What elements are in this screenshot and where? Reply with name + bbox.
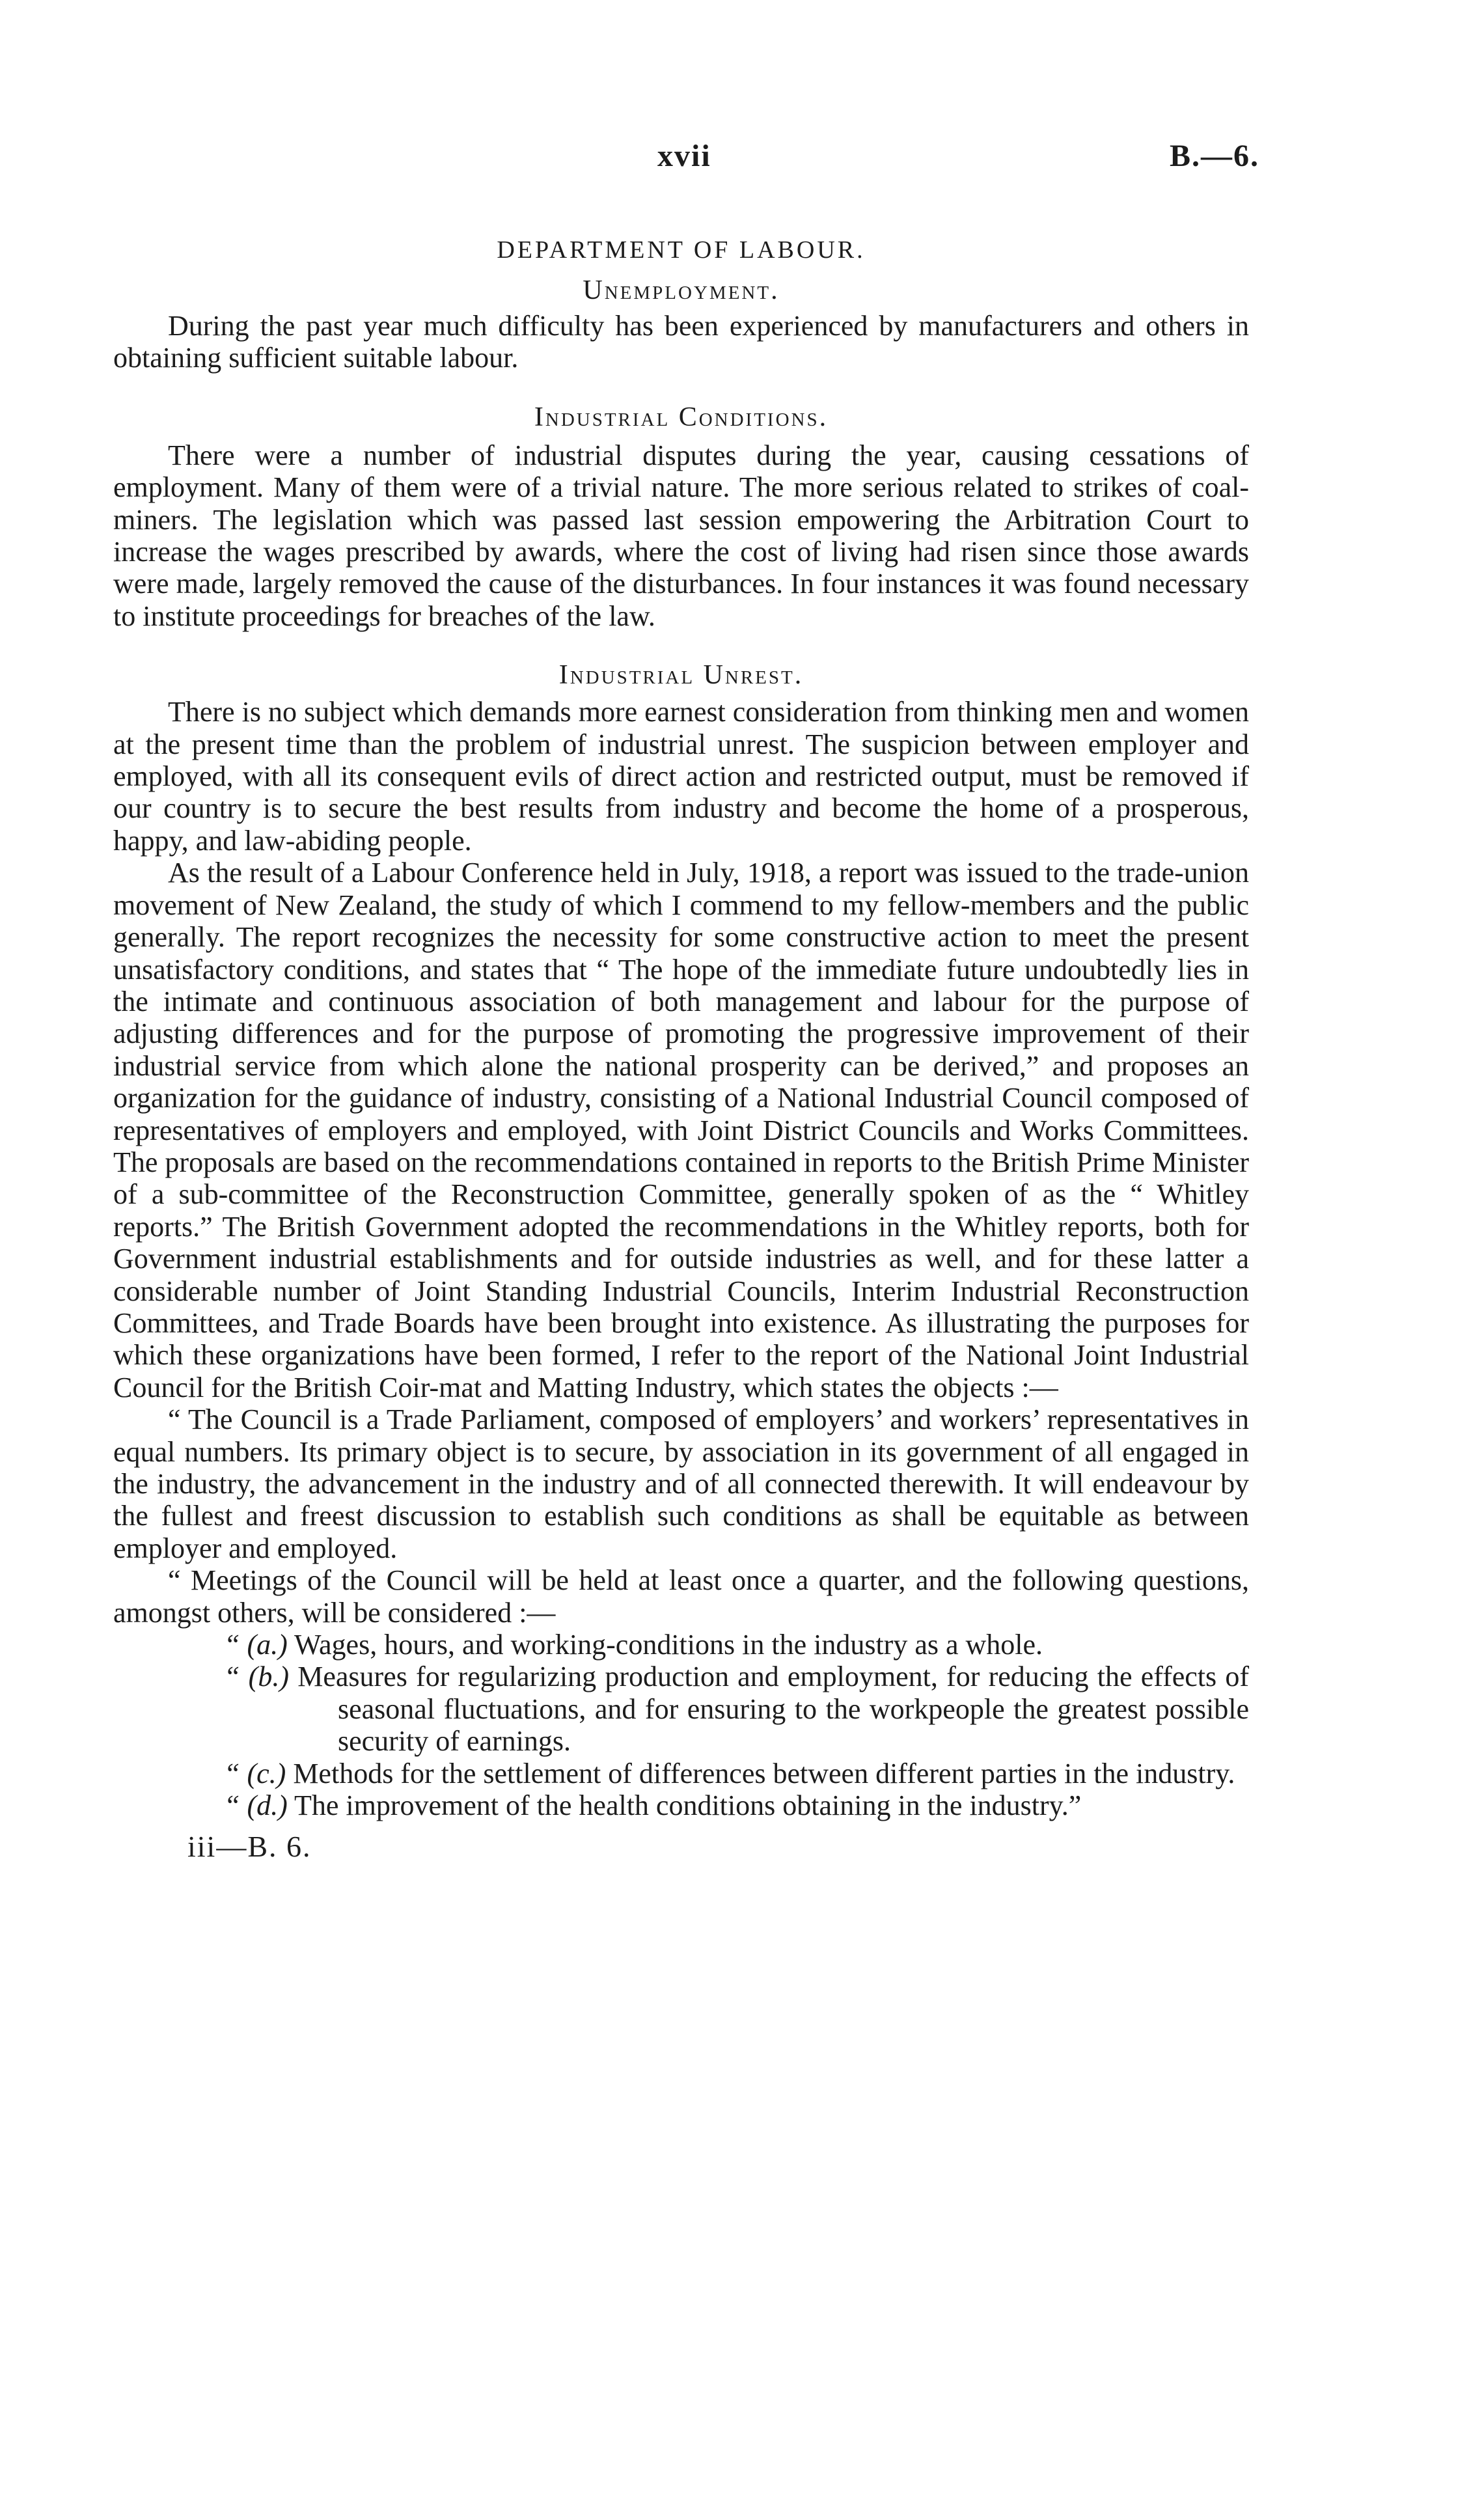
document-reference: B.—6. bbox=[1169, 139, 1259, 173]
list-item bbox=[113, 1661, 1249, 1757]
signature-mark: iii—B. 6. bbox=[187, 1830, 312, 1864]
list-item-label: “ (d.) bbox=[224, 1789, 288, 1822]
list-item-text: Wages, hours, and working-conditions in the industry as a whole. bbox=[294, 1629, 1043, 1661]
section-heading-unemployment: Unemployment. bbox=[583, 275, 780, 305]
quote-council-objects: “ The Council is a Trade Parliament, composed of employers’ and workers’ representatives in equal numbers. Its primary object is to secure, by association in its government of all engaged in the industry, the advancement in the industry and of all connected therewith. It will endeavour by the fullest and freest discussion to establish such conditions as shall be equitable as between employer and employed. bbox=[113, 1403, 1249, 1564]
text-column bbox=[113, 234, 1249, 1864]
paragraph-industrial-unrest-2: As the result of a Labour Conference held in July, 1918, a report was issued to the trade-union movement of New Zealand, the study of which I commend to my fellow-members and the public generally. The report recognizes the necessity for some constructive action to meet the present unsatisfactory conditions, and states that “ The hope of the immediate future undoubtedly lies in the intimate and continuous association of both management and labour for the purpose of adjusting differences and for the purpose of promoting the progressive improvement of their industrial service from which alone the national prosperity can be derived,” and proposes an organization for the guidance of industry, consisting of a National Industrial Council composed of representatives of employers and employed, with Joint District Councils and Works Committees. The proposals are based on the recommendations contained in reports to the British Prime Minister of a sub-committee of the Reconstruction Committee, generally spoken of as the “ Whitley reports.” The British Government adopted the recommendations in the Whitley reports, both for Government industrial establishments and for outside industries as well, and for these latter a considerable number of Joint Standing Industrial Councils, Interim Industrial Reconstruction Committees, and Trade Boards have been brought into existence. As illustrating the purposes for which these organizations have been formed, I refer to the report of the National Joint Industrial Council for the British Coir-mat and Matting Industry, which states the objects :— bbox=[113, 857, 1249, 1403]
paragraph-industrial-unrest-1: There is no subject which demands more earnest consideration from thinking men and women at the present time than the problem of industrial unrest. The suspicion between employer and employed, with all its consequent evils of direct action and restricted output, must be removed if our country is to secure the best results from industry and become the home of a prosperous, happy, and law-abiding people. bbox=[113, 696, 1249, 857]
paragraph-industrial-conditions: There were a number of industrial disputes during the year, causing cessations of employment. Many of them were of a trivial nature. The more serious related to strikes of coal-miners. The legislation which was passed last session empowering the Arbitration Court to increase the wages prescribed by awards, where the cost of living had risen since those awards were made, largely removed the cause of the disturbances. In four instances it was found necessary to institute proceedings for breaches of the law. bbox=[113, 439, 1249, 632]
considered-questions-list bbox=[113, 1629, 1249, 1821]
page-number: xvii bbox=[657, 139, 711, 173]
quote-meetings: “ Meetings of the Council will be held at least once a quarter, and the following questions, amongst others, will be considered :— bbox=[113, 1564, 1249, 1629]
list-item-label: “ (c.) bbox=[224, 1757, 286, 1789]
section-heading-industrial-unrest: Industrial Unrest. bbox=[558, 660, 804, 691]
department-title: DEPARTMENT OF LABOUR. bbox=[497, 236, 866, 264]
list-item-text: The improvement of the health conditions obtaining in the industry.” bbox=[294, 1789, 1082, 1822]
list-item-text: Measures for regularizing production and employment, for reducing the effects of seasonal fluctuations, and for ensuring to the workpeople the greatest possible security of earnings. bbox=[297, 1661, 1250, 1758]
list-item bbox=[113, 1758, 1249, 1789]
list-item-text: Methods for the settlement of differences between different parties in the industry. bbox=[293, 1757, 1235, 1789]
section-heading-industrial-conditions: Industrial Conditions. bbox=[534, 402, 829, 432]
paragraph-unemployment: During the past year much difficulty has been experienced by manufacturers and others in obtaining sufficient suitable labour. bbox=[113, 310, 1249, 374]
list-item-label: “ (a.) bbox=[224, 1629, 288, 1661]
list-item bbox=[113, 1789, 1249, 1821]
list-item bbox=[113, 1629, 1249, 1661]
running-header bbox=[0, 138, 1484, 190]
list-item-label: “ (b.) bbox=[224, 1661, 289, 1693]
